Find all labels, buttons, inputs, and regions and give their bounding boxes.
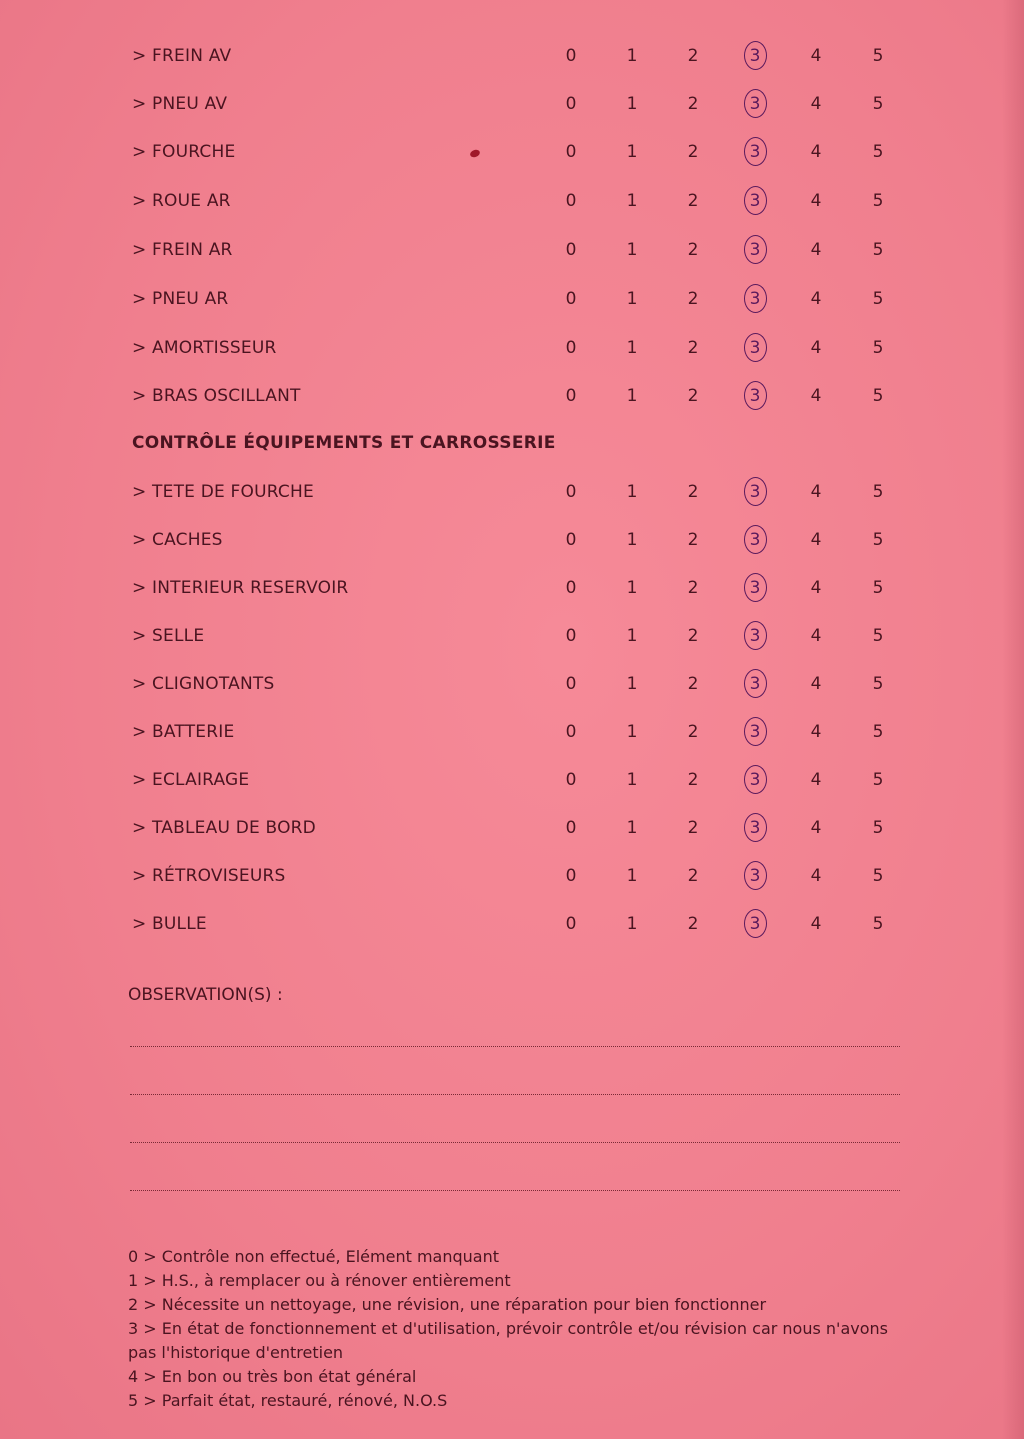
score-option-5[interactable]: 5 [872, 914, 884, 934]
score-option-0[interactable]: 0 [565, 530, 577, 550]
rating-row [0, 910, 1024, 940]
score-option-0[interactable]: 0 [565, 94, 577, 114]
score-option-3[interactable]: 3 [740, 914, 770, 934]
score-option-1[interactable]: 1 [626, 338, 638, 358]
score-option-5[interactable]: 5 [872, 289, 884, 309]
score-option-5[interactable]: 5 [872, 674, 884, 694]
legend-item: 2 > Nécessite un nettoyage, une révision, une réparation pour bien fonctionner [128, 1295, 767, 1314]
rating-row [0, 766, 1024, 796]
legend-item: 0 > Contrôle non effectué, Elément manquant [128, 1247, 499, 1266]
score-option-2[interactable]: 2 [687, 578, 699, 598]
score-option-0[interactable]: 0 [565, 46, 577, 66]
rating-row [0, 382, 1024, 412]
score-option-0[interactable]: 0 [565, 674, 577, 694]
score-option-2[interactable]: 2 [687, 866, 699, 886]
legend-item: 3 > En état de fonctionnement et d'utilisation, prévoir contrôle et/ou révision car nous n'avons pas l'historique d'entretien [128, 1319, 888, 1362]
score-option-4[interactable]: 4 [810, 386, 822, 406]
score-option-2[interactable]: 2 [687, 338, 699, 358]
rating-row-label: > ECLAIRAGE [132, 770, 250, 790]
score-option-4[interactable]: 4 [810, 94, 822, 114]
score-option-0[interactable]: 0 [565, 578, 577, 598]
score-option-3[interactable]: 3 [740, 866, 770, 886]
rating-row-label: > TABLEAU DE BORD [132, 818, 316, 838]
rating-row-label: > BATTERIE [132, 722, 235, 742]
score-option-3[interactable]: 3 [740, 530, 770, 550]
score-option-0[interactable]: 0 [565, 722, 577, 742]
rating-row [0, 236, 1024, 266]
rating-row [0, 90, 1024, 120]
score-option-0[interactable]: 0 [565, 386, 577, 406]
score-option-5[interactable]: 5 [872, 770, 884, 790]
score-option-0[interactable]: 0 [565, 818, 577, 838]
score-option-4[interactable]: 4 [810, 866, 822, 886]
legend-item: 5 > Parfait état, restauré, rénové, N.O.S [128, 1391, 448, 1410]
rating-row-label: > INTERIEUR RESERVOIR [132, 578, 349, 598]
score-option-0[interactable]: 0 [565, 914, 577, 934]
rating-row-label: > ROUE AR [132, 191, 231, 211]
score-option-2[interactable]: 2 [687, 674, 699, 694]
score-option-5[interactable]: 5 [872, 482, 884, 502]
score-option-5[interactable]: 5 [872, 722, 884, 742]
rating-row-label: > FREIN AR [132, 240, 233, 260]
rating-row [0, 670, 1024, 700]
score-option-2[interactable]: 2 [687, 289, 699, 309]
score-option-0[interactable]: 0 [565, 482, 577, 502]
rating-row-label: > TETE DE FOURCHE [132, 482, 314, 502]
score-option-5[interactable]: 5 [872, 530, 884, 550]
score-option-5[interactable]: 5 [872, 578, 884, 598]
rating-row [0, 334, 1024, 364]
score-option-4[interactable]: 4 [810, 818, 822, 838]
score-option-0[interactable]: 0 [565, 770, 577, 790]
score-option-1[interactable]: 1 [626, 914, 638, 934]
score-option-4[interactable]: 4 [810, 722, 822, 742]
score-option-2[interactable]: 2 [687, 722, 699, 742]
score-option-3[interactable]: 3 [740, 386, 770, 406]
rating-row-label: > PNEU AV [132, 94, 228, 114]
score-option-2[interactable]: 2 [687, 626, 699, 646]
score-option-5[interactable]: 5 [872, 338, 884, 358]
score-option-3[interactable]: 3 [740, 289, 770, 309]
score-option-0[interactable]: 0 [565, 142, 577, 162]
score-option-2[interactable]: 2 [687, 94, 699, 114]
score-option-4[interactable]: 4 [810, 626, 822, 646]
score-option-5[interactable]: 5 [872, 142, 884, 162]
score-option-1[interactable]: 1 [626, 289, 638, 309]
rating-row [0, 574, 1024, 604]
rating-legend [128, 1245, 908, 1413]
score-option-1[interactable]: 1 [626, 386, 638, 406]
score-option-1[interactable]: 1 [626, 578, 638, 598]
score-option-2[interactable]: 2 [687, 46, 699, 66]
score-option-5[interactable]: 5 [872, 191, 884, 211]
rating-row [0, 526, 1024, 556]
score-option-3[interactable]: 3 [740, 722, 770, 742]
score-option-4[interactable]: 4 [810, 770, 822, 790]
score-option-1[interactable]: 1 [626, 240, 638, 260]
rating-row-label: > FOURCHE [132, 142, 236, 162]
score-option-2[interactable]: 2 [687, 482, 699, 502]
score-option-1[interactable]: 1 [626, 770, 638, 790]
rating-row [0, 814, 1024, 844]
score-option-1[interactable]: 1 [626, 482, 638, 502]
score-option-2[interactable]: 2 [687, 240, 699, 260]
score-option-1[interactable]: 1 [626, 46, 638, 66]
rating-row-label: > AMORTISSEUR [132, 338, 277, 358]
rating-row [0, 718, 1024, 748]
score-option-3[interactable]: 3 [740, 94, 770, 114]
rating-row-label: > PNEU AR [132, 289, 229, 309]
score-option-1[interactable]: 1 [626, 530, 638, 550]
score-option-2[interactable]: 2 [687, 530, 699, 550]
rating-row-label: > FREIN AV [132, 46, 232, 66]
score-option-4[interactable]: 4 [810, 191, 822, 211]
score-option-3[interactable]: 3 [740, 142, 770, 162]
rating-row [0, 478, 1024, 508]
score-option-1[interactable]: 1 [626, 94, 638, 114]
score-option-1[interactable]: 1 [626, 626, 638, 646]
score-option-4[interactable]: 4 [810, 914, 822, 934]
score-option-2[interactable]: 2 [687, 770, 699, 790]
rating-row [0, 622, 1024, 652]
score-option-2[interactable]: 2 [687, 914, 699, 934]
legend-item: 4 > En bon ou très bon état général [128, 1367, 417, 1386]
score-option-4[interactable]: 4 [810, 240, 822, 260]
score-option-4[interactable]: 4 [810, 142, 822, 162]
score-option-4[interactable]: 4 [810, 46, 822, 66]
score-option-0[interactable]: 0 [565, 289, 577, 309]
legend-item: 1 > H.S., à remplacer ou à rénover entièrement [128, 1271, 511, 1290]
score-option-4[interactable]: 4 [810, 674, 822, 694]
score-option-3[interactable]: 3 [740, 818, 770, 838]
rating-row-label: > BRAS OSCILLANT [132, 386, 301, 406]
score-option-0[interactable]: 0 [565, 626, 577, 646]
score-option-0[interactable]: 0 [565, 191, 577, 211]
rating-row-label: > SELLE [132, 626, 205, 646]
score-option-4[interactable]: 4 [810, 530, 822, 550]
rating-row [0, 187, 1024, 217]
score-option-0[interactable]: 0 [565, 866, 577, 886]
score-option-3[interactable]: 3 [740, 674, 770, 694]
score-option-5[interactable]: 5 [872, 46, 884, 66]
score-option-2[interactable]: 2 [687, 191, 699, 211]
rating-row-label: > RÉTROVISEURS [132, 866, 286, 886]
rating-row [0, 862, 1024, 892]
score-option-4[interactable]: 4 [810, 338, 822, 358]
score-option-4[interactable]: 4 [810, 289, 822, 309]
section-title: CONTRÔLE ÉQUIPEMENTS ET CARROSSERIE [132, 433, 556, 453]
score-option-3[interactable]: 3 [740, 46, 770, 66]
score-option-4[interactable]: 4 [810, 578, 822, 598]
rating-row [0, 285, 1024, 315]
score-option-3[interactable]: 3 [740, 578, 770, 598]
rating-row-label: > CLIGNOTANTS [132, 674, 275, 694]
observation-line[interactable] [130, 1190, 900, 1191]
score-option-1[interactable]: 1 [626, 722, 638, 742]
score-option-5[interactable]: 5 [872, 240, 884, 260]
score-option-5[interactable]: 5 [872, 626, 884, 646]
score-option-3[interactable]: 3 [740, 338, 770, 358]
score-option-3[interactable]: 3 [740, 482, 770, 502]
score-option-1[interactable]: 1 [626, 191, 638, 211]
score-option-1[interactable]: 1 [626, 818, 638, 838]
rating-row [0, 138, 1024, 168]
score-option-5[interactable]: 5 [872, 818, 884, 838]
score-option-0[interactable]: 0 [565, 240, 577, 260]
score-option-5[interactable]: 5 [872, 386, 884, 406]
rating-row-label: > CACHES [132, 530, 223, 550]
observation-line[interactable] [130, 1142, 900, 1143]
score-option-3[interactable]: 3 [740, 770, 770, 790]
rating-row [0, 42, 1024, 72]
score-option-3[interactable]: 3 [740, 240, 770, 260]
score-option-3[interactable]: 3 [740, 191, 770, 211]
score-option-0[interactable]: 0 [565, 338, 577, 358]
score-option-5[interactable]: 5 [872, 866, 884, 886]
observation-line[interactable] [130, 1094, 900, 1095]
score-option-3[interactable]: 3 [740, 626, 770, 646]
score-option-2[interactable]: 2 [687, 818, 699, 838]
score-option-1[interactable]: 1 [626, 866, 638, 886]
score-option-5[interactable]: 5 [872, 94, 884, 114]
score-option-1[interactable]: 1 [626, 142, 638, 162]
observation-line[interactable] [130, 1046, 900, 1047]
score-option-2[interactable]: 2 [687, 386, 699, 406]
score-option-2[interactable]: 2 [687, 142, 699, 162]
score-option-4[interactable]: 4 [810, 482, 822, 502]
rating-row-label: > BULLE [132, 914, 207, 934]
observations-title: OBSERVATION(S) : [128, 985, 283, 1005]
score-option-1[interactable]: 1 [626, 674, 638, 694]
